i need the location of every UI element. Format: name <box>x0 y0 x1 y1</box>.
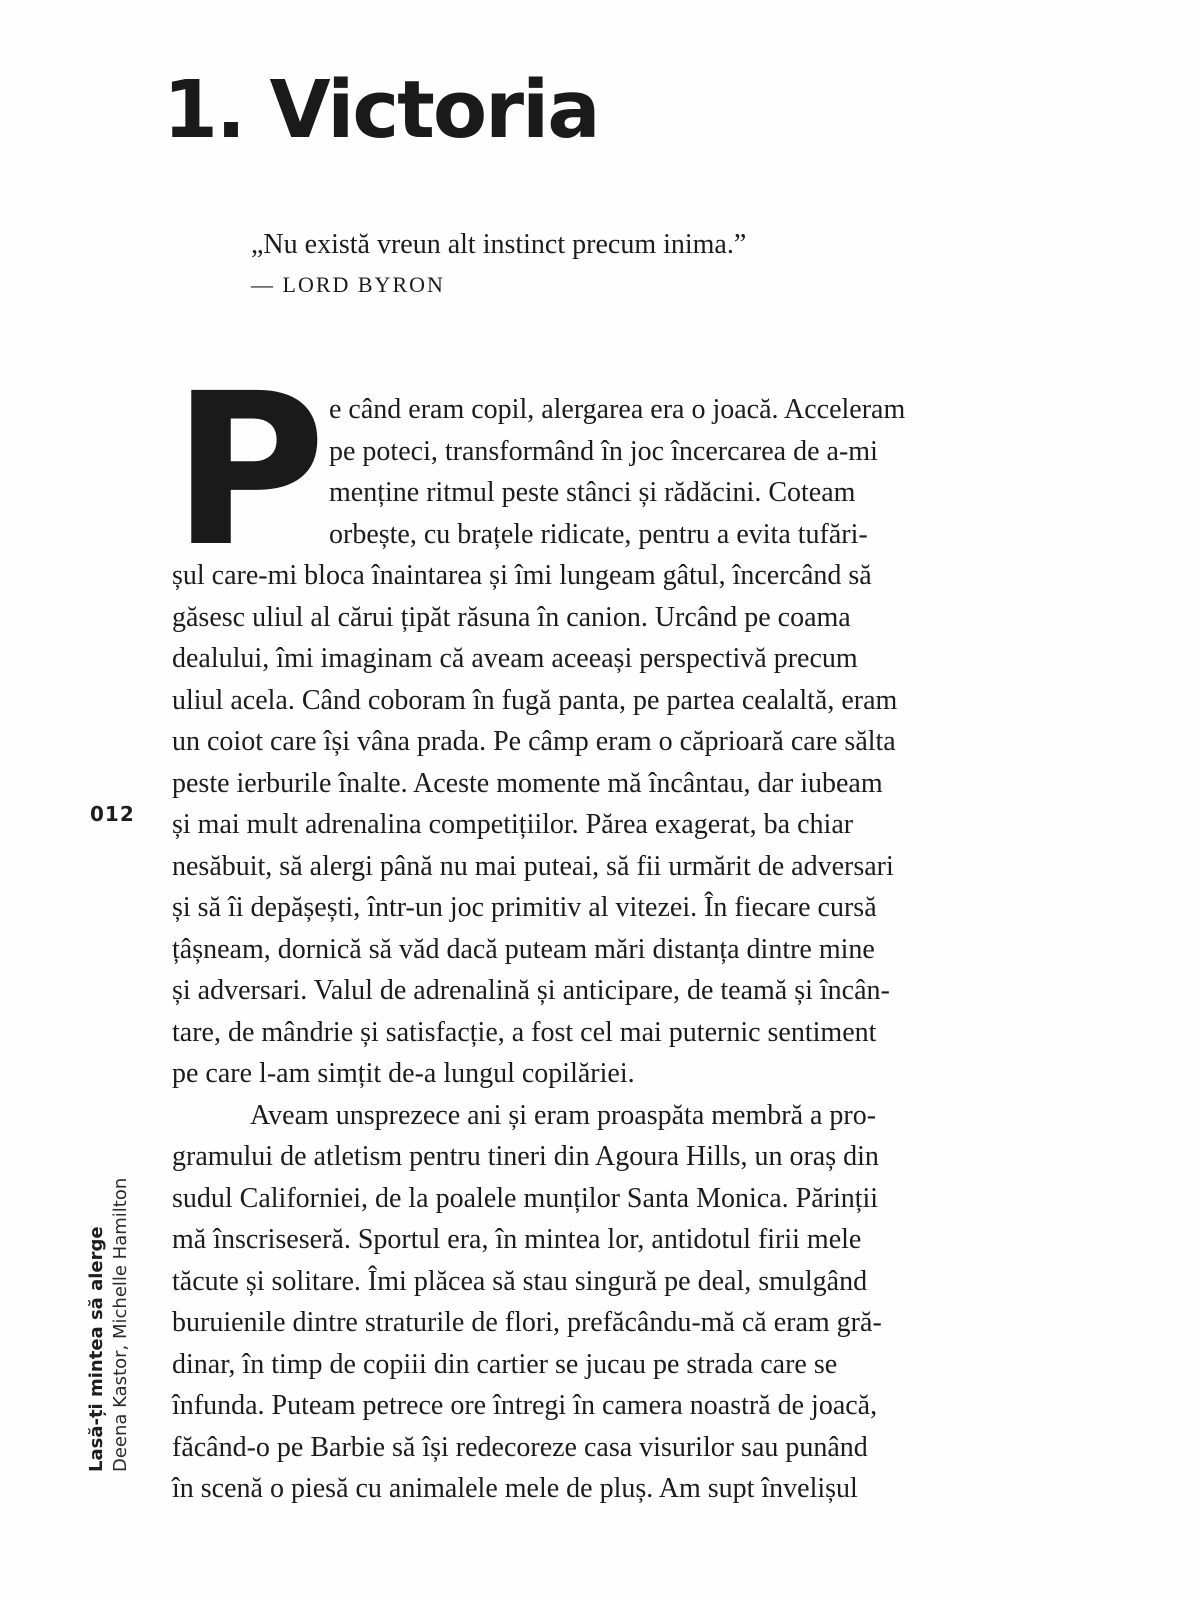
text-line: menține ritmul peste stânci și rădăcini. Coteam <box>329 477 856 508</box>
text-line: pe care l-am simțit de-a lungul copilăriei. <box>172 1058 635 1089</box>
footer-authors: Deena Kastor, Michelle Hamilton <box>110 1177 131 1472</box>
text-line: orbește, cu brațele ridicate, pentru a evita tufări- <box>329 518 868 550</box>
text-line: înfunda. Puteam petrece ore întregi în camera noastră de joacă, <box>172 1390 878 1421</box>
text-line: nesăbuit, să alergi până nu mai puteai, să fii urmărit de adversari <box>172 850 894 882</box>
chapter-title: 1. Victoria <box>163 64 599 156</box>
body-text <box>172 389 1002 1510</box>
text-line: uliul acela. Când coboram în fugă panta, pe partea cealaltă, eram <box>172 684 898 716</box>
epigraph <box>251 226 951 300</box>
text-line: dinar, în timp de copiii din cartier se jucau pe strada care se <box>172 1348 838 1380</box>
text-line: buruienile dintre straturile de flori, prefăcându-mă că eram gră- <box>172 1307 882 1338</box>
footer-book-title: Lasă-ți mintea să alerge <box>86 1226 107 1472</box>
text-line: e când eram copil, alergarea era o joacă. Acceleram <box>329 394 906 425</box>
text-line: și mai mult adrenalina competițiilor. Părea exagerat, ba chiar <box>172 809 854 840</box>
drop-cap: P <box>172 348 322 593</box>
text-line: găsesc uliul al cărui țipăt răsuna în canion. Urcând pe coama <box>172 601 851 633</box>
page-number: 012 <box>90 802 135 826</box>
text-line: tăcute și solitare. Îmi plăcea să stau singură pe deal, smulgând <box>172 1265 868 1297</box>
text-line: un coiot care își vâna prada. Pe câmp eram o căprioară care sălta <box>172 726 896 757</box>
text-line: țâșneam, dornică să văd dacă puteam mări distanța dintre mine <box>172 933 875 965</box>
text-line: dealului, îmi imaginam că aveam aceeași perspectivă precum <box>172 643 858 674</box>
paragraph-2 <box>172 1095 1002 1510</box>
epigraph-author: — LORD BYRON <box>251 272 445 297</box>
text-line: șul care-mi bloca înaintarea și îmi lungeam gâtul, încercând să <box>172 560 872 591</box>
text-line: peste ierburile înalte. Aceste momente mă încântau, dar iubeam <box>172 767 883 799</box>
text-line: tare, de mândrie și satisfacție, a fost cel mai puternic sentiment <box>172 1016 877 1048</box>
text-line: și adversari. Valul de adrenalină și anticipare, de teamă și încân- <box>172 975 890 1006</box>
text-line: gramului de atletism pentru tineri din Agoura Hills, un oraș din <box>172 1141 879 1172</box>
paragraph-1 <box>172 389 1002 1095</box>
text-line: Aveam unsprezece ani și eram proaspăta membră a pro- <box>250 1099 877 1131</box>
running-footer <box>85 1178 133 1472</box>
text-line: pe poteci, transformând în joc încercarea de a-mi <box>329 435 878 467</box>
text-line: mă înscriseseră. Sportul era, în mintea lor, antidotul firii mele <box>172 1224 862 1255</box>
text-line: făcând-o pe Barbie să își redecoreze casa visurilor sau punând <box>172 1431 868 1463</box>
text-line: sudul Californiei, de la poalele munților Santa Monica. Părinții <box>172 1182 879 1214</box>
text-line: în scenă o piesă cu animalele mele de pluș. Am supt învelișul <box>172 1473 858 1504</box>
epigraph-quote: „Nu există vreun alt instinct precum inima.” <box>251 229 747 260</box>
text-line: și să îi depășești, într-un joc primitiv al vitezei. În fiecare cursă <box>172 892 877 923</box>
